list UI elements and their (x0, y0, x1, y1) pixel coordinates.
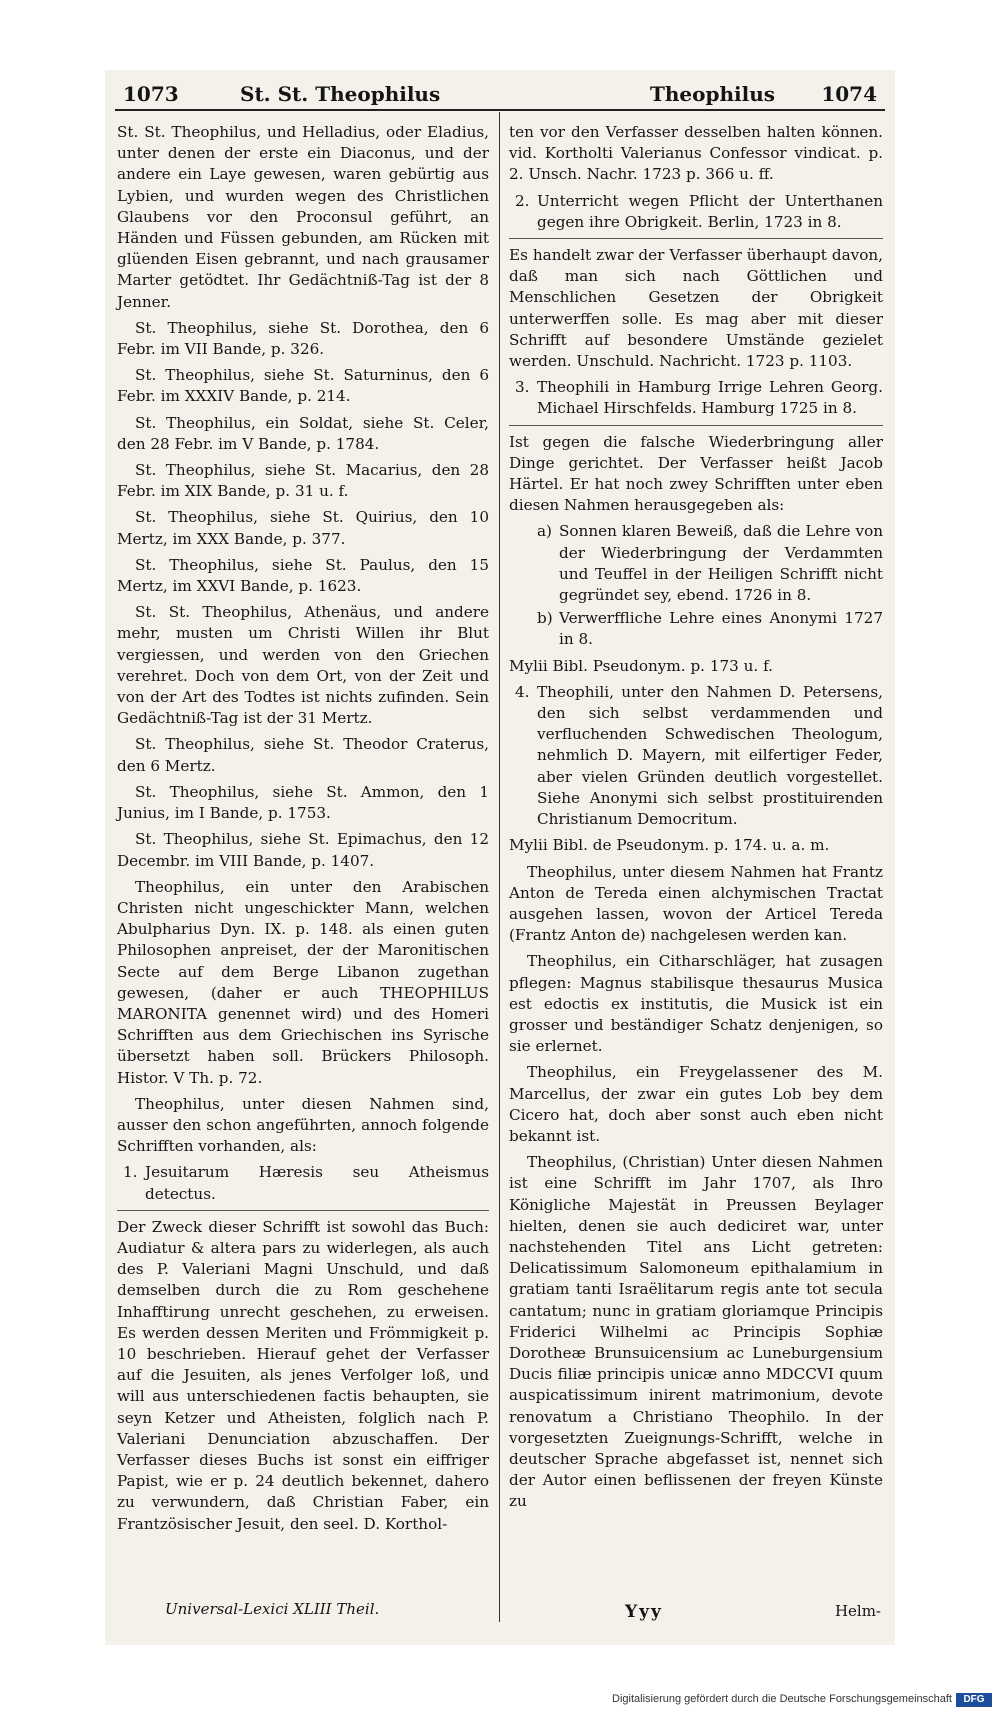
dfg-logo: DFG (956, 1693, 992, 1707)
volume-footer: Universal-Lexici XLIII Theil. (165, 1600, 380, 1618)
list-item-number: 2. (515, 191, 530, 210)
entry-paragraph: Der Zweck dieser Schrifft ist sowohl das Buch: Audiatur & altera pars zu widerlegen, als auch des P. Valeriani Magni Unschuld, und daß demselben durch die zu Rom geschehene Inhafftirung unrecht geschehen, zu erweisen. Es werden dessen Meriten und Frömmigkeit p. 10 beschrieben. Hierauf gehet der Verfasser auf die Jesuiten, als jenes Verfolger loß, und will aus unterschiedenen factis behaupten, sie seyn Ketzer und Atheisten, folglich nach P. Valeriani Denunciation abzuschaffen. Der Verfasser dieses Buchs ist sonst ein eiffriger Papist, wie er p. 24 deutlich bekennet, dahero zu verwundern, daß Christian Faber, ein Frantzösischer Jesuit, den seel. D. Korthol- (117, 1217, 489, 1533)
entry-paragraph: Theophilus, unter diesen Nahmen sind, ausser den schon angeführten, annoch folgende Schrifften vorhanden, als: (117, 1094, 489, 1156)
left-column (117, 122, 489, 1540)
list-item (509, 377, 883, 419)
sub-list-item-text: Sonnen klaren Beweiß, daß die Lehre von der Wiederbringung der Verdammten und Teuffel in der Heiligen Schrifft nicht gegründet sey, ebend. 1726 in 8. (559, 522, 883, 605)
header-rule (115, 109, 885, 111)
signature-mark: Yyy (625, 1602, 663, 1622)
list-item (509, 191, 883, 233)
entry-paragraph: St. Theophilus, siehe St. Theodor Craterus, den 6 Mertz. (117, 735, 489, 775)
entry-paragraph: St. Theophilus, siehe St. Paulus, den 15 Mertz, im XXVI Bande, p. 1623. (117, 555, 489, 596)
section-rule (509, 238, 883, 239)
entry-paragraph: ten vor den Verfasser desselben halten können. vid. Kortholti Valerianus Confessor vindicat. p. 2. Unsch. Nachr. 1723 p. 366 u. ff. (509, 123, 883, 184)
digitization-credit: Digitalisierung gefördert durch die Deutsche Forschungsgemeinschaft (612, 1693, 952, 1705)
entry-paragraph: Theophilus, ein unter den Arabischen Christen nicht ungeschickter Mann, welchen Abulpharius Dyn. IX. p. 148. als einen guten Philosophen anpreiset, der der Maronitischen Secte auf dem Berge Libanon zugethan gewesen, (daher er auch THEOPHILUS MARONITA genennet wird) und des Homeri Schrifften aus dem Griechischen ins Syrische übersetzt haben soll. Brückers Philosoph. Histor. V Th. p. 72. (117, 877, 489, 1087)
list-item-text: Theophili, unter den Nahmen D. Petersens, den sich selbst verdammenden und verfluchenden Schwedischen Theologum, nehmlich D. Mayern, mit eilfertiger Feder, aber vielen Gründen deutlich vorgestellet. Siehe Anonymi sich selbst prostituirenden Christianum Democritum. (537, 682, 883, 829)
list-item-text: Unterricht wegen Pflicht der Unterthanen gegen ihre Obrigkeit. Berlin, 1723 in 8. (537, 191, 883, 231)
sub-list-item (509, 608, 883, 650)
column-divider (499, 112, 500, 1622)
entry-paragraph: St. Theophilus, siehe St. Quirius, den 10 Mertz, im XXX Bande, p. 377. (117, 508, 489, 548)
catchword: Helm- (834, 1602, 881, 1620)
sub-list-item-letter: b) (537, 609, 553, 628)
section-rule (509, 425, 883, 426)
entry-paragraph: St. Theophilus, siehe St. Saturninus, den 6 Febr. im XXXIV Bande, p. 214. (117, 366, 489, 406)
entry-paragraph: St. Theophilus, siehe St. Macarius, den 28 Febr. im XIX Bande, p. 31 u. f. (117, 461, 489, 501)
list-item (117, 1162, 489, 1204)
scanned-page (105, 70, 895, 1645)
entry-paragraph: St. St. Theophilus, Athenäus, und andere mehr, musten um Christi Willen ihr Blut vergiessen, und werden von den Griechen verehret. Doch von dem Ort, von der Zeit und von der Art des Todtes ist nichts zufinden. Sein Gedächtniß-Tag ist der 31 Mertz. (117, 603, 489, 728)
sub-list-item-text: Verwerffliche Lehre eines Anonymi 1727 in 8. (559, 609, 883, 649)
section-rule (117, 1210, 489, 1211)
left-page-number: 1073 (123, 82, 179, 106)
entry-paragraph: Theophilus, ein Freygelassener des M. Marcellus, der zwar ein gutes Lob bey dem Cicero hat, doch aber sonst auch eben nicht bekannt ist. (509, 1063, 883, 1145)
sub-list-item-letter: a) (537, 522, 552, 541)
entry-paragraph: Es handelt zwar der Verfasser überhaupt davon, daß man sich nach Göttlichen und Menschlichen Gesetzen der Obrigkeit unterwerffen solle. Es mag aber mit dieser Schrifft auf besondere Umstände gezielet werden. Unschuld. Nachricht. 1723 p. 1103. (509, 246, 883, 371)
entry-paragraph: St. Theophilus, siehe St. Dorothea, den 6 Febr. im VII Bande, p. 326. (117, 318, 489, 359)
list-item (509, 682, 883, 830)
left-running-title: St. St. Theophilus (240, 82, 441, 106)
sub-list-item (509, 521, 883, 606)
page-header (105, 70, 895, 110)
reference-line: Mylii Bibl. Pseudonym. p. 173 u. f. (509, 656, 773, 675)
entry-paragraph: St. Theophilus, siehe St. Ammon, den 1 Junius, im I Bande, p. 1753. (117, 782, 489, 823)
entry-paragraph: St. Theophilus, ein Soldat, siehe St. Celer, den 28 Febr. im V Bande, p. 1784. (117, 413, 489, 453)
reference-line: Mylii Bibl. de Pseudonym. p. 174. u. a. m. (509, 836, 830, 855)
entry-paragraph: St. Theophilus, siehe St. Epimachus, den 12 Decembr. im VIII Bande, p. 1407. (117, 830, 489, 870)
right-running-title: Theophilus (650, 82, 776, 106)
entry-paragraph: Theophilus, (Christian) Unter diesen Nahmen ist eine Schrifft im Jahr 1707, als Ihro Königliche Majestät in Preussen Beylager hielten, denen sie auch dediciret war, unter nachstehenden Titel ans Licht getreten: Delicatissimum Salomoneum epithalamium in gratiam tanti Israëlitarum regis ante tot secula cantatum; nunc in gratiam gloriamque Principis Friderici Wilhelmi ac Principis Sophiæ Dorotheæ Brunsuicensium ac Luneburgensium Ducis filiæ principis unicæ anno MDCCVI quum auspicatissimum inirent matrimonium, devote renovatum a Christiano Theophilo. In der vorgesetzten Zueignungs-Schrifft, welche in deutscher Sprache abgefasset ist, nennet sich der Autor einen beflissenen der freyen Künste zu (509, 1153, 883, 1511)
entry-paragraph: Theophilus, unter diesem Nahmen hat Frantz Anton de Tereda einen alchymischen Tractat ausgehen lassen, wovon der Articel Tereda (Frantz Anton de) nachgelesen werden kan. (509, 862, 883, 945)
list-item-number: 4. (515, 682, 530, 701)
entry-paragraph: Theophilus, ein Citharschläger, hat zusagen pflegen: Magnus stabilisque thesaurus Musica est edoctis ex institutis, die Musick ist ein grosser und beständiger Schatz denjenigen, so sie erlernet. (509, 952, 883, 1056)
right-page-number: 1074 (821, 82, 877, 106)
right-column (509, 122, 883, 1518)
list-item-text: Jesuitarum Hæresis seu Atheismus detectus. (145, 1163, 489, 1203)
entry-paragraph: St. St. Theophilus, und Helladius, oder Eladius, unter denen der erste ein Diaconus, und der andere ein Laye gewesen, waren gebürtig aus Lybien, und wurden wegen des Christlichen Glaubens vor den Proconsul geführt, an Händen und Füssen gebunden, am Rücken mit glüenden Eisen gebrannt, und nach grausamer Marter getödtet. Ihr Gedächtniß-Tag ist der 8 Jenner. (117, 123, 489, 311)
list-item-number: 3. (515, 378, 530, 397)
list-item-text: Theophili in Hamburg Irrige Lehren Georg. Michael Hirschfelds. Hamburg 1725 in 8. (537, 378, 883, 418)
list-item-number: 1. (123, 1163, 138, 1182)
entry-paragraph: Ist gegen die falsche Wiederbringung aller Dinge gerichtet. Der Verfasser heißt Jacob Härtel. Er hat noch zwey Schrifften unter eben diesen Nahmen herausgegeben als: (509, 432, 883, 515)
